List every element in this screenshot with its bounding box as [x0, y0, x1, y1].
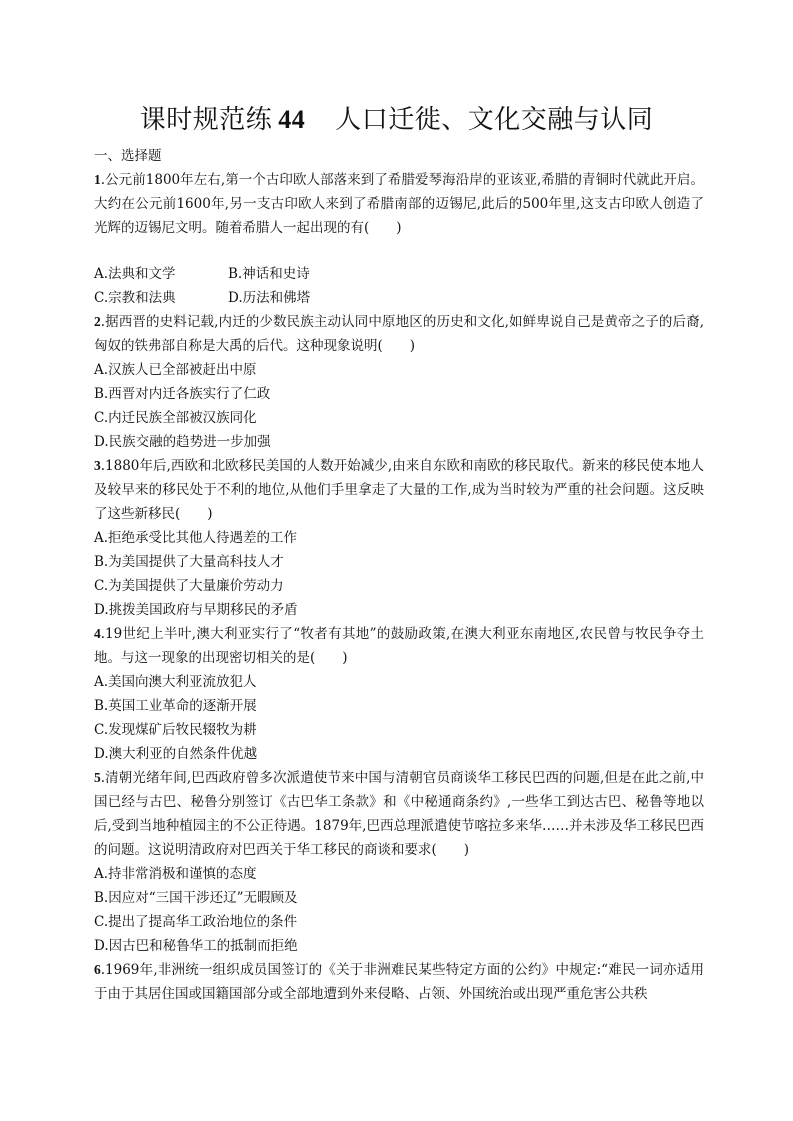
option-d[interactable]: D.挑拨美国政府与早期移民的矛盾 — [94, 602, 298, 618]
option-c[interactable]: C.发现煤矿后牧民辍牧为耕 — [94, 722, 257, 738]
question-5 — [94, 766, 704, 958]
question-stem — [94, 958, 704, 1006]
option-b[interactable]: B.为美国提供了大量高科技人才 — [94, 554, 284, 570]
page-title — [0, 100, 793, 140]
option-d[interactable]: D.历法和佛塔 — [228, 290, 311, 306]
question-number: 2 — [94, 314, 101, 329]
question-6 — [94, 958, 704, 1006]
question-number: 6 — [94, 962, 101, 977]
question-stem — [94, 622, 704, 670]
option-a[interactable]: A.持非常消极和谨慎的态度 — [94, 866, 257, 882]
question-number: 3 — [94, 458, 101, 473]
section-heading: 一、选择题 — [94, 148, 162, 164]
option-c[interactable]: C.为美国提供了大量廉价劳动力 — [94, 578, 284, 594]
option-b[interactable]: B.因应对“三国干涉还辽”无暇顾及 — [94, 890, 298, 906]
title-prefix: 课时规范练 — [139, 105, 273, 135]
option-c[interactable]: C.宗教和法典 — [94, 290, 176, 306]
question-4 — [94, 622, 704, 766]
option-b[interactable]: B.西晋对内迁各族实行了仁政 — [94, 386, 271, 402]
answer-gap — [94, 240, 704, 262]
option-b[interactable]: B.英国工业革命的逐渐开展 — [94, 698, 257, 714]
question-text: .清朝光绪年间,巴西政府曾多次派遣使节来中国与清朝官员商谈华工移民巴西的问题,但是在此之前,中国已经与古巴、秘鲁分别签订《古巴华工条款》和《中秘通商条约》,一些华工到达古巴、秘鲁等地以后,受到当地种植园主的不公正待遇。1879年,巴西总理派遣使节喀拉多来华……并未涉及华工移民巴西的问题。这说明清政府对巴西关于华工移民的商谈和要求( ) — [94, 770, 704, 858]
option-b[interactable]: B.神话和史诗 — [228, 266, 310, 282]
question-2 — [94, 310, 704, 454]
question-3 — [94, 454, 704, 622]
question-number: 5 — [94, 770, 101, 785]
question-text: .据西晋的史料记载,内迁的少数民族主动认同中原地区的历史和文化,如鲜卑说自己是黄帝之子的后裔,匈奴的铁弗部自称是大禹的后代。这种现象说明( ) — [94, 314, 704, 354]
option-d[interactable]: D.民族交融的趋势进一步加强 — [94, 434, 271, 450]
title-number: 44 — [278, 105, 306, 134]
option-row — [94, 262, 704, 286]
question-stem — [94, 766, 704, 862]
question-number: 4 — [94, 626, 101, 641]
question-1 — [94, 168, 704, 310]
option-row — [94, 286, 704, 310]
question-stem — [94, 454, 704, 526]
question-text: .1969年,非洲统一组织成员国签订的《关于非洲难民某些特定方面的公约》中规定:“难民一词亦适用于由于其居住国或国籍国部分或全部地遭到外来侵略、占领、外国统治或出现严重危害公共秩 — [94, 962, 704, 1002]
option-c[interactable]: C.内迁民族全部被汉族同化 — [94, 410, 257, 426]
question-text: .公元前1800年左右,第一个古印欧人部落来到了希腊爱琴海沿岸的亚该亚,希腊的青铜时代就此开启。大约在公元前1600年,另一支古印欧人来到了希腊南部的迈锡尼,此后的500年里,这支古印欧人创造了光辉的迈锡尼文明。随着希腊人一起出现的有( ) — [94, 172, 704, 236]
question-number: 1 — [94, 172, 101, 187]
question-content — [94, 144, 704, 1006]
option-d[interactable]: D.因古巴和秘鲁华工的抵制而拒绝 — [94, 938, 298, 954]
option-a[interactable]: A.汉族人已全部被赶出中原 — [94, 362, 257, 378]
option-a[interactable]: A.拒绝承受比其他人待遇差的工作 — [94, 530, 298, 546]
option-a[interactable]: A.美国向澳大利亚流放犯人 — [94, 674, 257, 690]
option-c[interactable]: C.提出了提高华工政治地位的条件 — [94, 914, 298, 930]
question-stem — [94, 168, 704, 240]
question-text: .19世纪上半叶,澳大利亚实行了“牧者有其地”的鼓励政策,在澳大利亚东南地区,农民曾与牧民争夺土地。与这一现象的出现密切相关的是( ) — [94, 626, 704, 666]
question-text: .1880年后,西欧和北欧移民美国的人数开始减少,由来自东欧和南欧的移民取代。新来的移民使本地人及较早来的移民处于不利的地位,从他们手里拿走了大量的工作,成为当时较为严重的社会问题。这反映了这些新移民( ) — [94, 458, 704, 522]
option-a[interactable]: A.法典和文学 — [94, 266, 176, 282]
question-stem — [94, 310, 704, 358]
title-topic: 人口迁徙、文化交融与认同 — [335, 105, 654, 135]
option-d[interactable]: D.澳大利亚的自然条件优越 — [94, 746, 258, 762]
